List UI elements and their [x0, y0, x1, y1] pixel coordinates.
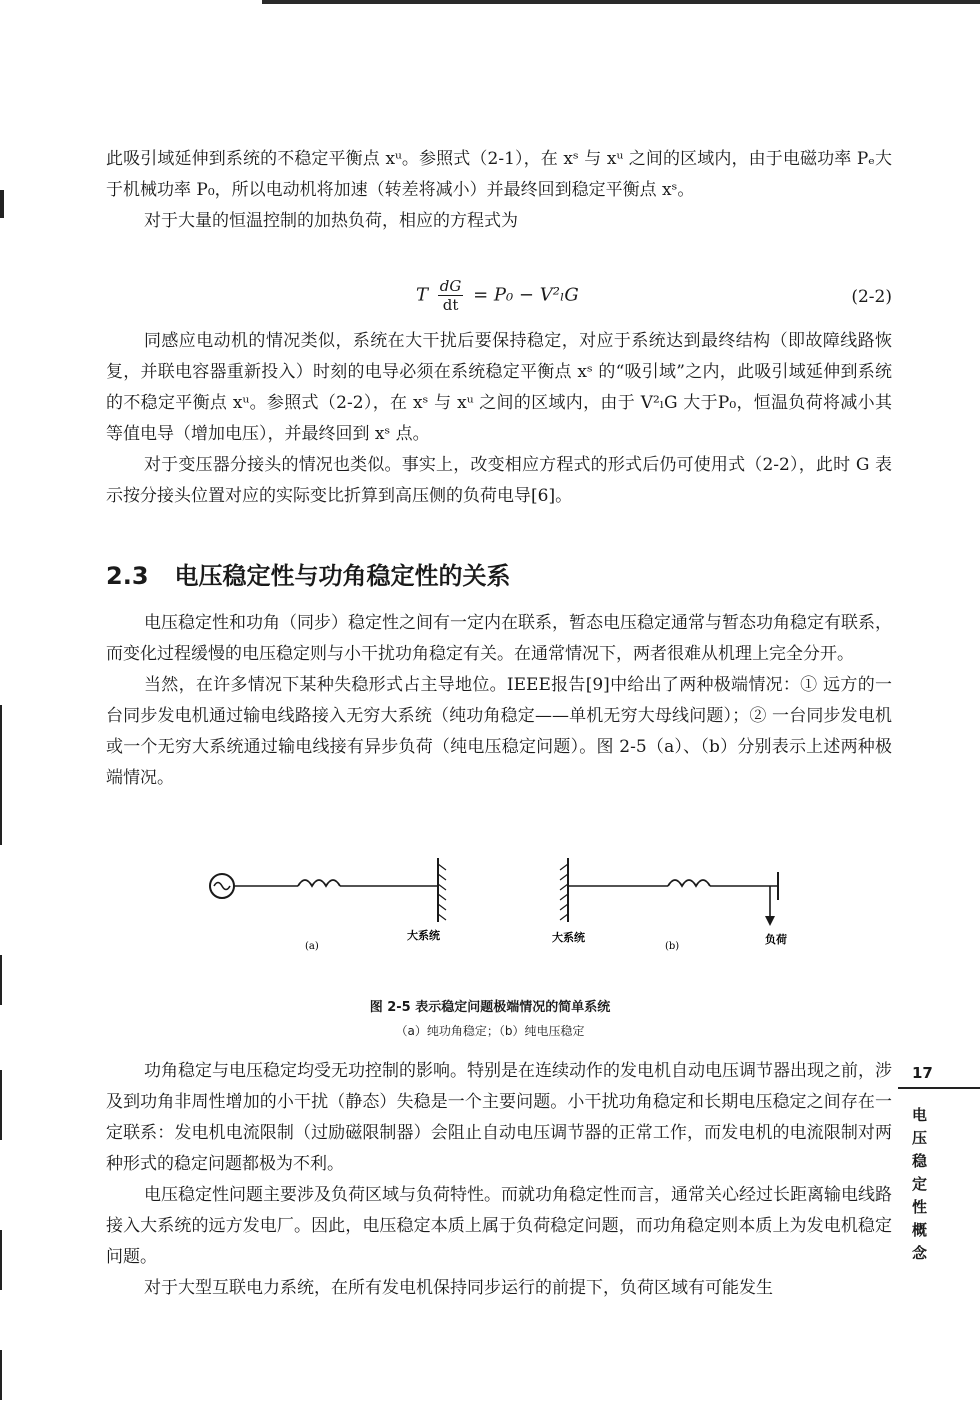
equation-2-2: [106, 277, 892, 321]
text-block-2: [106, 326, 892, 512]
equation-denominator: dt: [442, 296, 459, 314]
load-label: 负荷: [765, 933, 787, 946]
page-side-rule: [898, 1087, 980, 1089]
section-heading: [106, 556, 511, 591]
section-number: 2.3: [106, 562, 149, 590]
text-block-1: [106, 144, 892, 237]
scan-mark: [0, 1230, 2, 1290]
section-title: 电压稳定性与功角稳定性的关系: [174, 562, 511, 590]
scan-mark: [0, 1350, 2, 1400]
figure-label-a: (a): [305, 941, 319, 952]
paragraph: 当然，在许多情况下某种失稳形式占主导地位。IEEE报告[9]中给出了两种极端情况：① 远方的一台同步发电机通过输电线路接入无穷大系统（纯功角稳定——单机无穷大母线问题）；② 一台同步发电机或一个无穷大系统通过输电线接有异步负荷（纯电压稳定问题）。图 2-5（a）、（b）分别表示上述两种极端情况。: [106, 675, 892, 788]
paragraph: 此吸引域延伸到系统的不稳定平衡点 xᵘ。参照式（2-1），在 xˢ 与 xᵘ 之间的区域内，由于电磁功率 Pₑ大于机械功率 P₀，所以电动机将加速（转差将减小）并最终回到稳定平衡点 xˢ。: [106, 149, 892, 200]
paragraph: 同感应电动机的情况类似，系统在大干扰后要保持稳定，对应于系统达到最终结构（即故障线路恢复，并联电容器重新投入）时刻的电导必须在系统稳定平衡点 xˢ 的“吸引域”之内，此吸引域延伸到系统的不稳定平衡点 xᵘ。参照式（2-2），在 xˢ 与 xᵘ 之间的区域内，由于 V²ₗG 大于P₀，恒温负荷将减小其等值电导（增加电压），并最终回到 xˢ 点。: [106, 331, 892, 444]
big-system-label-a: 大系统: [407, 929, 440, 942]
figure-label-b: (b): [665, 941, 680, 952]
equation-numerator: dG: [439, 277, 462, 295]
big-system-label-b: 大系统: [552, 931, 585, 944]
scan-mark: [0, 1070, 2, 1140]
inductor-icon: [668, 880, 710, 886]
equation-rhs: = P₀ − V²ₗG: [473, 284, 579, 306]
figure-subcaption: （a）纯功角稳定；（b）纯电压稳定: [395, 1024, 585, 1038]
load-arrow-icon: [765, 916, 775, 926]
figure-2-5: [200, 852, 800, 962]
paragraph: 电压稳定性和功角（同步）稳定性之间有一定内在联系，暂态电压稳定通常与暂态功角稳定有联系，而变化过程缓慢的电压稳定则与小干扰功角稳定有关。在通常情况下，两者很难从机理上完全分开。: [106, 613, 892, 664]
generator-wave: [214, 883, 230, 890]
diagram-b: [552, 858, 787, 952]
diagram-a: [210, 858, 446, 952]
ground-hatch: [438, 864, 446, 920]
paragraph: 对于大量的恒温控制的加热负荷，相应的方程式为: [144, 211, 518, 231]
page-number: 17: [912, 1064, 933, 1082]
scan-mark: [0, 705, 2, 845]
scan-mark: [0, 190, 4, 218]
paragraph: 电压稳定性问题主要涉及负荷区域与负荷特性。而就功角稳定性而言，通常关心经过长距离输电线路接入大系统的远方发电厂。因此，电压稳定本质上属于负荷稳定问题，而功角稳定则本质上为发电机稳定问题。: [106, 1185, 892, 1267]
text-block-4: [106, 1056, 892, 1304]
paragraph: 对于大型互联电力系统，在所有发电机保持同步运行的前提下，负荷区域有可能发生: [144, 1278, 773, 1298]
chapter-tab: 电压稳定性概念: [912, 1106, 928, 1262]
ground-hatch: [560, 864, 568, 920]
text-block-3: [106, 608, 892, 794]
paragraph: 功角稳定与电压稳定均受无功控制的影响。特别是在连续动作的发电机自动电压调节器出现之前，涉及到功角非周性增加的小干扰（静态）失稳是一个主要问题。小干扰功角稳定和长期电压稳定之间存在一定联系：发电机电流限制（过励磁限制器）会阻止自动电压调节器的正常工作，而发电机的电流限制对两种形式的稳定问题都极为不利。: [106, 1061, 892, 1174]
equation-number: (2-2): [851, 287, 892, 307]
top-rule: [262, 0, 980, 4]
equation-body: T $\frac{dG}{dt}$ = P₀ − V²ₗG: [416, 277, 579, 314]
figure-caption: 图 2-5 表示稳定问题极端情况的简单系统: [369, 1000, 611, 1015]
inductor-icon: [298, 880, 340, 886]
paragraph: 对于变压器分接头的情况也类似。事实上，改变相应方程式的形式后仍可使用式（2-2），此时 G 表示按分接头位置对应的实际变比折算到高压侧的负荷电导[6]。: [106, 455, 892, 506]
